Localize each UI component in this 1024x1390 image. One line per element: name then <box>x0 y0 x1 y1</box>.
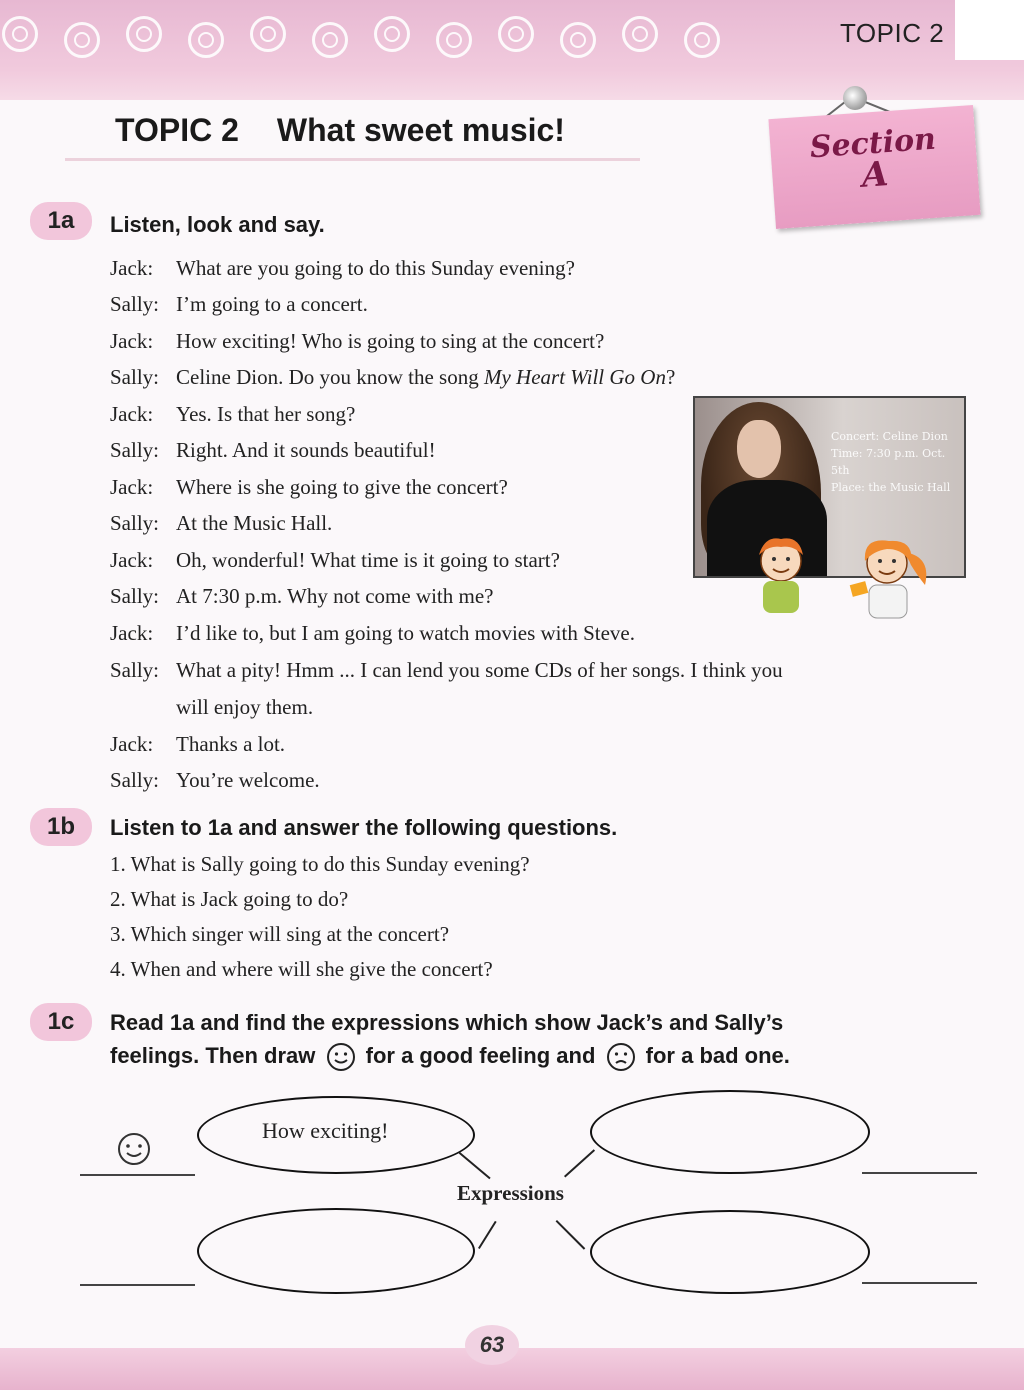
dialogue-line <box>110 438 436 462</box>
speaker-name: Jack: <box>110 402 154 426</box>
title-topic: TOPIC 2 <box>115 112 239 148</box>
speaker-name: Jack: <box>110 548 154 572</box>
dialogue-line <box>110 329 604 353</box>
top-decorative-band <box>0 0 1024 100</box>
speaker-name: Jack: <box>110 621 154 645</box>
expression-bubble-bottom-left[interactable] <box>197 1208 475 1294</box>
dialogue-text: Right. And it sounds beautiful! <box>176 438 436 462</box>
question-2: 2. What is Jack going to do? <box>110 887 349 911</box>
drawn-happy-face-icon <box>114 1132 154 1166</box>
dialogue-text: Where is she going to give the concert? <box>176 475 508 499</box>
connector-line <box>556 1220 586 1250</box>
exercise-number-1c: 1c <box>30 1003 92 1041</box>
corner-patch <box>955 0 1024 60</box>
dialogue-line <box>110 292 368 316</box>
song-title: My Heart Will Go On <box>483 365 666 389</box>
ring-decoration <box>312 22 348 58</box>
ring-decoration <box>2 16 38 52</box>
ring-decoration <box>250 16 286 52</box>
question-3: 3. Which singer will sing at the concert? <box>110 922 450 946</box>
dialogue-line <box>110 402 355 426</box>
speaker-name: Jack: <box>110 732 154 756</box>
speaker-name: Sally: <box>110 658 160 682</box>
decorative-rings <box>0 14 760 62</box>
singer-face <box>737 420 781 478</box>
title-name: What sweet music! <box>276 112 565 148</box>
poster-text <box>831 428 964 496</box>
section-letter: A <box>860 154 890 196</box>
answer-blank-top-right[interactable] <box>862 1172 977 1174</box>
section-word: Section <box>808 121 937 166</box>
ring-decoration <box>622 16 658 52</box>
poster-line: Concert: Celine Dion <box>831 430 948 443</box>
dialogue-line <box>110 658 783 682</box>
dialogue-line <box>110 511 332 535</box>
dialogue-line <box>110 365 675 389</box>
expression-bubble-bottom-right[interactable] <box>590 1210 870 1294</box>
sad-face-icon <box>606 1042 636 1072</box>
answer-blank-bottom-right[interactable] <box>862 1282 977 1284</box>
expressions-label: Expressions <box>457 1181 564 1205</box>
dialogue-text: Oh, wonderful! What time is it going to start? <box>176 548 560 572</box>
running-header: TOPIC 2 <box>840 18 945 48</box>
speaker-name: Jack: <box>110 256 154 280</box>
dialogue-line <box>110 548 560 572</box>
speaker-name: Sally: <box>110 768 160 792</box>
dialogue-text: What a pity! Hmm ... I can lend you some CDs of her songs. I think you <box>176 658 783 682</box>
dialogue-text: You’re welcome. <box>176 768 320 792</box>
happy-face-icon <box>326 1042 356 1072</box>
dialogue-text: I’m going to a concert. <box>176 292 368 316</box>
dialogue-text: At the Music Hall. <box>176 511 333 535</box>
dialogue-text-end: ? <box>665 365 676 389</box>
connector-line <box>478 1221 497 1249</box>
expression-bubble-top-right[interactable] <box>590 1090 870 1174</box>
heading-1c-part-b: for a good feeling and <box>365 1042 596 1068</box>
heading-1c-part-c: for a bad one. <box>645 1042 790 1068</box>
ring-decoration <box>684 22 720 58</box>
heading-1c-line1: Read 1a and find the expressions which show Jack’s and Sally’s <box>110 1010 784 1035</box>
speaker-name: Sally: <box>110 584 160 608</box>
heading-1c-part-a: feelings. Then draw <box>110 1042 316 1068</box>
answer-blank-top-left[interactable] <box>80 1174 195 1176</box>
poster-line: Time: 7:30 p.m. Oct. 5th <box>831 447 946 477</box>
dialogue-line <box>110 621 635 645</box>
dialogue-text: Thanks a lot. <box>176 732 286 756</box>
dialogue-text: What are you going to do this Sunday evening? <box>176 256 575 280</box>
dialogue-line <box>110 695 313 719</box>
girl-cartoon-icon <box>845 535 935 620</box>
dialogue-text: Yes. Is that her song? <box>176 402 356 426</box>
ring-decoration <box>188 22 224 58</box>
ring-decoration <box>560 22 596 58</box>
connector-line <box>459 1152 491 1179</box>
page-title <box>115 112 565 149</box>
title-underline <box>65 158 640 161</box>
ring-decoration <box>64 22 100 58</box>
speaker-name: Sally: <box>110 365 160 389</box>
pin-icon <box>843 86 867 110</box>
dialogue-text: will enjoy them. <box>176 695 314 719</box>
exercise-number-1b: 1b <box>30 808 92 846</box>
speaker-name: Jack: <box>110 329 154 353</box>
dialogue-line <box>110 584 493 608</box>
ring-decoration <box>436 22 472 58</box>
question-4: 4. When and where will she give the concert? <box>110 957 493 981</box>
dialogue-line <box>110 732 285 756</box>
ring-decoration <box>498 16 534 52</box>
page-number: 63 <box>465 1325 519 1365</box>
heading-1c-line2 <box>110 1042 790 1072</box>
poster-line: Place: the Music Hall <box>831 481 951 494</box>
connector-line <box>564 1149 595 1177</box>
ring-decoration <box>374 16 410 52</box>
dialogue-line <box>110 475 508 499</box>
section-tag <box>768 105 980 229</box>
example-answer: How exciting! <box>262 1118 389 1143</box>
exercise-number-1a: 1a <box>30 202 92 240</box>
dialogue-text: Celine Dion. Do you know the song <box>176 365 484 389</box>
heading-1b: Listen to 1a and answer the following questions. <box>110 815 618 840</box>
dialogue-line <box>110 768 320 792</box>
heading-1a: Listen, look and say. <box>110 212 325 237</box>
dialogue-text: At 7:30 p.m. Why not come with me? <box>176 584 494 608</box>
speaker-name: Sally: <box>110 292 160 316</box>
speaker-name: Jack: <box>110 475 154 499</box>
dialogue-text: How exciting! Who is going to sing at the concert? <box>176 329 605 353</box>
answer-blank-bottom-left[interactable] <box>80 1284 195 1286</box>
dialogue-line <box>110 256 575 280</box>
dialogue-text: I’d like to, but I am going to watch movies with Steve. <box>176 621 636 645</box>
question-1: 1. What is Sally going to do this Sunday evening? <box>110 852 530 876</box>
speaker-name: Sally: <box>110 438 160 462</box>
speaker-name: Sally: <box>110 511 160 535</box>
ring-decoration <box>126 16 162 52</box>
boy-cartoon-icon <box>745 535 817 615</box>
